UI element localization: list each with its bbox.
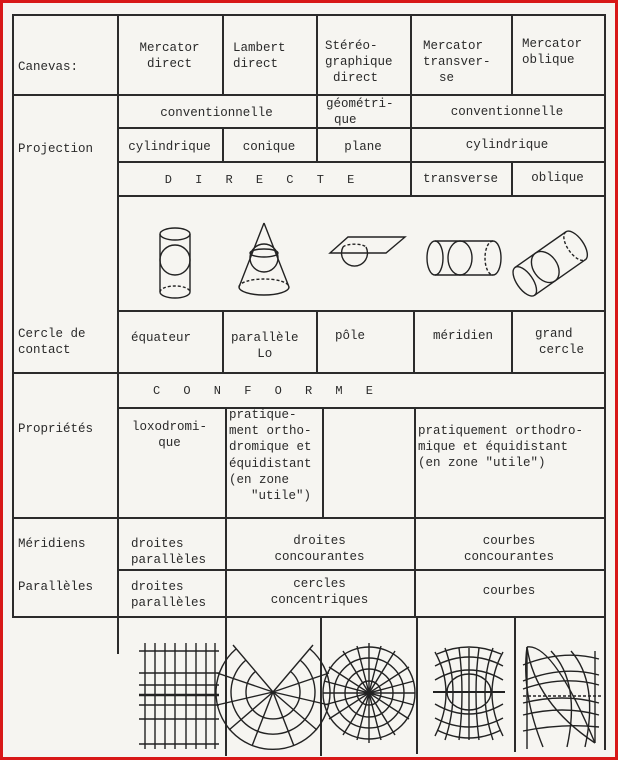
divider xyxy=(117,161,605,163)
divider xyxy=(511,14,513,94)
row-label-projection: Projection xyxy=(18,142,94,156)
cell-line: parallèles xyxy=(131,596,207,610)
plane-icon xyxy=(328,235,408,285)
cell-line: transver- xyxy=(423,55,491,69)
divider xyxy=(413,310,415,372)
surface-plane: plane xyxy=(344,140,382,154)
divider xyxy=(117,195,605,197)
divider xyxy=(316,310,318,372)
cell-line: concentriques xyxy=(270,593,369,607)
paralleles-courbes: courbes xyxy=(482,584,536,598)
paralleles-droites-paralleles xyxy=(131,579,206,611)
divider xyxy=(222,14,224,94)
divider xyxy=(320,616,322,756)
transverse-grid-icon xyxy=(430,643,510,753)
cell-line: droites xyxy=(293,534,346,548)
aspect-directe: D I R E C T E xyxy=(164,173,363,187)
divider xyxy=(117,310,605,312)
cell-line: concourantes xyxy=(463,550,554,564)
divider xyxy=(12,94,605,96)
cell-line: (en zone "utile") xyxy=(418,456,546,470)
cell-line: "utile") xyxy=(251,489,312,504)
cell-line: (en zone xyxy=(229,472,290,487)
divider xyxy=(117,569,605,571)
projection-type-geometrique xyxy=(326,96,394,128)
cell-line: direct xyxy=(333,71,379,85)
rectangular-grid-icon xyxy=(139,643,221,753)
cylinder-icon xyxy=(158,227,198,302)
cell-line: Stéréo- xyxy=(325,39,378,53)
cell-line: dromique et xyxy=(229,440,312,455)
divider xyxy=(511,310,513,372)
polar-grid-icon xyxy=(323,645,415,755)
contact-meridien: méridien xyxy=(433,329,494,343)
canevas-stereographique-direct xyxy=(325,38,393,86)
cell-line: que xyxy=(158,436,181,450)
contact-pole: pôle xyxy=(335,329,366,343)
cell-line: grand xyxy=(535,327,573,341)
propriete-loxodromique xyxy=(117,419,222,451)
label-line: contact xyxy=(18,343,71,357)
contact-equateur: équateur xyxy=(131,331,192,345)
cell-line: pratiquement orthodro- xyxy=(418,424,584,438)
cell-line: parallèles xyxy=(131,553,207,567)
cell-line: parallèle xyxy=(231,331,299,345)
canevas-mercator-direct xyxy=(117,40,222,72)
cell-line: Mercator xyxy=(423,39,484,53)
cell-line: direct xyxy=(233,57,279,71)
cell-line: géométri- xyxy=(326,97,394,111)
paralleles-cercles-concentriques xyxy=(225,576,414,608)
cell-line: cercles xyxy=(293,577,346,591)
cell-line: oblique xyxy=(522,53,575,67)
canevas-lambert-direct xyxy=(233,40,286,72)
aspect-transverse: transverse xyxy=(422,172,498,186)
cell-line: Lambert xyxy=(233,41,286,55)
row-label-canevas: Canevas: xyxy=(18,60,79,74)
contact-parallele-lo xyxy=(231,330,299,362)
cell-line: que xyxy=(334,113,357,127)
divider xyxy=(117,407,605,409)
canevas-mercator-transverse xyxy=(423,38,491,86)
cone-icon xyxy=(236,221,296,301)
cell-line: graphique xyxy=(325,55,393,69)
divider xyxy=(225,616,227,756)
row-label-proprietes: Propriétés xyxy=(18,422,94,436)
cell-line: cercle xyxy=(539,343,585,357)
divider xyxy=(322,407,324,517)
cell-line: direct xyxy=(146,57,192,71)
cell-line: équidistant xyxy=(229,456,312,471)
divider xyxy=(604,14,606,750)
projection-type-conventionnelle-right: conventionnelle xyxy=(450,105,564,119)
oblique-grid-icon xyxy=(523,643,603,753)
conforme-label: C O N F O R M E xyxy=(152,384,382,398)
meridiens-droites-paralleles xyxy=(131,536,206,568)
document-page xyxy=(3,3,615,757)
divider xyxy=(12,14,605,16)
aspect-oblique: oblique xyxy=(531,171,584,185)
row-label-paralleles: Parallèles xyxy=(18,580,94,594)
projection-type-conventionnelle-left: conventionnelle xyxy=(160,106,273,120)
propriete-lambert xyxy=(229,407,312,504)
surface-cylindrique-right: cylindrique xyxy=(465,138,549,152)
cell-line: mique et équidistant xyxy=(418,440,569,454)
surface-cylindrique: cylindrique xyxy=(128,140,211,154)
row-label-cercle-contact xyxy=(18,326,86,358)
surface-conique: conique xyxy=(242,140,296,154)
canevas-mercator-oblique xyxy=(522,36,582,68)
cell-line: ment ortho- xyxy=(229,424,312,439)
cell-line: droites xyxy=(131,537,184,551)
divider xyxy=(12,14,14,617)
divider xyxy=(410,14,412,94)
cell-line: Mercator xyxy=(522,37,583,51)
transverse-cylinder-icon xyxy=(425,238,505,278)
meridiens-courbes-concourantes xyxy=(414,533,604,565)
cell-line: courbes xyxy=(482,534,536,548)
propriete-transverse-oblique xyxy=(418,423,583,471)
divider xyxy=(12,616,605,618)
divider xyxy=(12,372,605,374)
conic-fan-grid-icon xyxy=(228,643,318,753)
cell-line: pratique- xyxy=(229,408,297,422)
cell-line: concourantes xyxy=(274,550,365,564)
oblique-cylinder-icon xyxy=(511,228,591,298)
divider xyxy=(514,616,516,752)
row-label-meridiens: Méridiens xyxy=(18,537,86,551)
cell-line: loxodromi- xyxy=(131,420,207,434)
divider xyxy=(12,517,605,519)
meridiens-droites-concourantes xyxy=(225,533,414,565)
cell-line: Mercator xyxy=(139,41,200,55)
divider xyxy=(222,310,224,372)
cell-line: Lo xyxy=(257,347,273,361)
cell-line: droites xyxy=(131,580,184,594)
contact-grand-cercle xyxy=(527,326,584,358)
divider xyxy=(416,616,418,754)
cell-line: se xyxy=(439,71,455,85)
label-line: Cercle de xyxy=(18,327,86,341)
